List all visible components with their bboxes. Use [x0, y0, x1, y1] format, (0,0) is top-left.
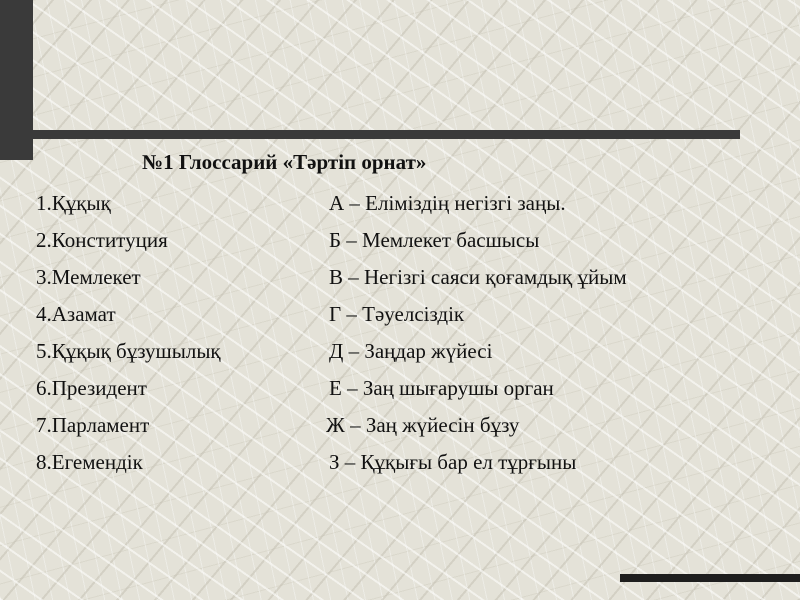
glossary-definition: Ж – Заң жүйесін бұзу	[326, 413, 520, 437]
glossary-definition: А – Еліміздің негізгі заңы.	[329, 191, 566, 215]
glossary-term: 6.Президент	[36, 376, 147, 400]
slide-title: №1 Глоссарий «Тәртіп орнат»	[142, 150, 427, 174]
glossary-term: 2.Конституция	[36, 228, 168, 252]
glossary-definition: Г – Тәуелсіздік	[329, 302, 465, 326]
decorative-top-rule	[0, 130, 740, 139]
glossary-definition: З – Құқығы бар ел тұрғыны	[329, 450, 577, 474]
glossary-term: 4.Азамат	[36, 302, 116, 326]
glossary-definition: Д – Заңдар жүйесі	[329, 339, 493, 363]
glossary-term: 5.Құқық бұзушылық	[36, 339, 221, 363]
glossary-term: 1.Құқық	[36, 191, 111, 215]
glossary-term: 3.Мемлекет	[36, 265, 141, 289]
glossary-term: 8.Егемендік	[36, 450, 143, 474]
glossary-definition: Б – Мемлекет басшысы	[329, 228, 540, 252]
decorative-bottom-rule	[620, 574, 800, 582]
glossary-definition: В – Негізгі саяси қоғамдық ұйым	[329, 265, 627, 289]
glossary-term: 7.Парламент	[36, 413, 150, 437]
glossary-definition: Е – Заң шығарушы орган	[329, 376, 554, 400]
